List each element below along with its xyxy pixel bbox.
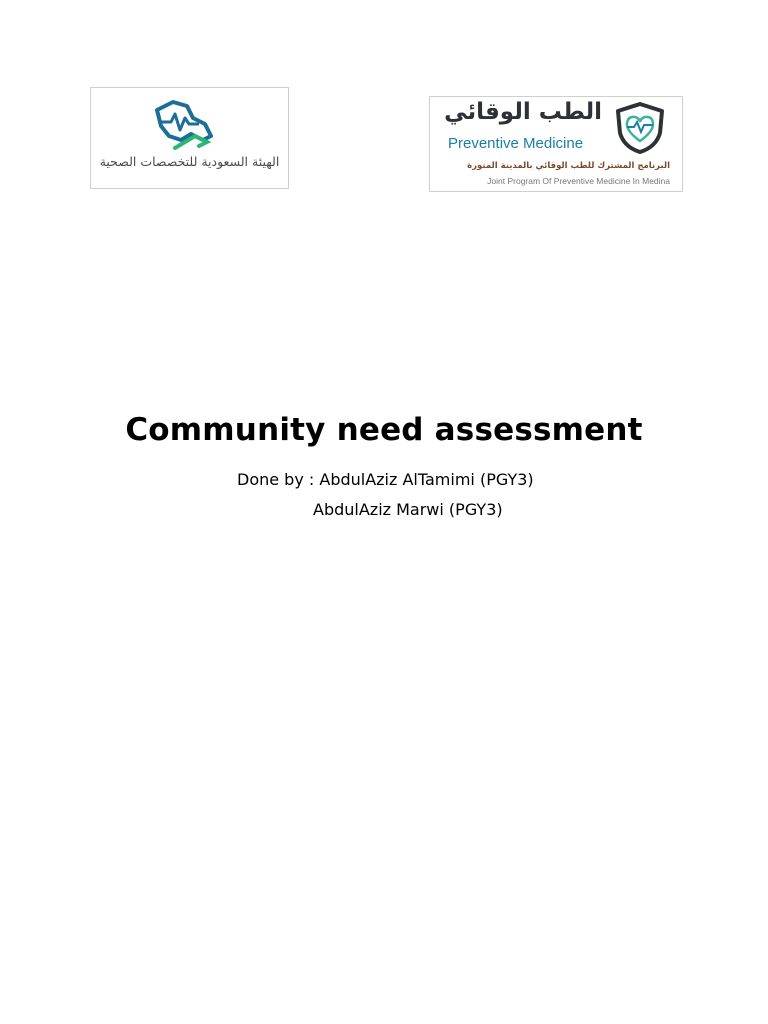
scfhs-arabic-name: الهيئة السعودية للتخصصات الصحية bbox=[99, 154, 280, 169]
scfhs-emblem-icon bbox=[147, 96, 227, 154]
document-title: Community need assessment bbox=[125, 412, 643, 448]
pm-arabic-title: الطب الوقائي bbox=[444, 99, 602, 125]
authors-line-2: AbdulAziz Marwi (PGY3) bbox=[313, 500, 503, 519]
pm-english-subtitle: Joint Program Of Preventive Medicine In Medina bbox=[487, 176, 670, 186]
preventive-medicine-logo bbox=[429, 96, 683, 192]
pm-arabic-subtitle: البرنامج المشترك للطب الوقائي بالمدينة المنورة bbox=[467, 161, 670, 171]
authors-line-1: Done by : AbdulAziz AlTamimi (PGY3) bbox=[237, 470, 534, 489]
scfhs-logo bbox=[90, 87, 289, 189]
pm-english-title: Preventive Medicine bbox=[448, 135, 584, 152]
shield-heart-icon bbox=[612, 101, 668, 155]
